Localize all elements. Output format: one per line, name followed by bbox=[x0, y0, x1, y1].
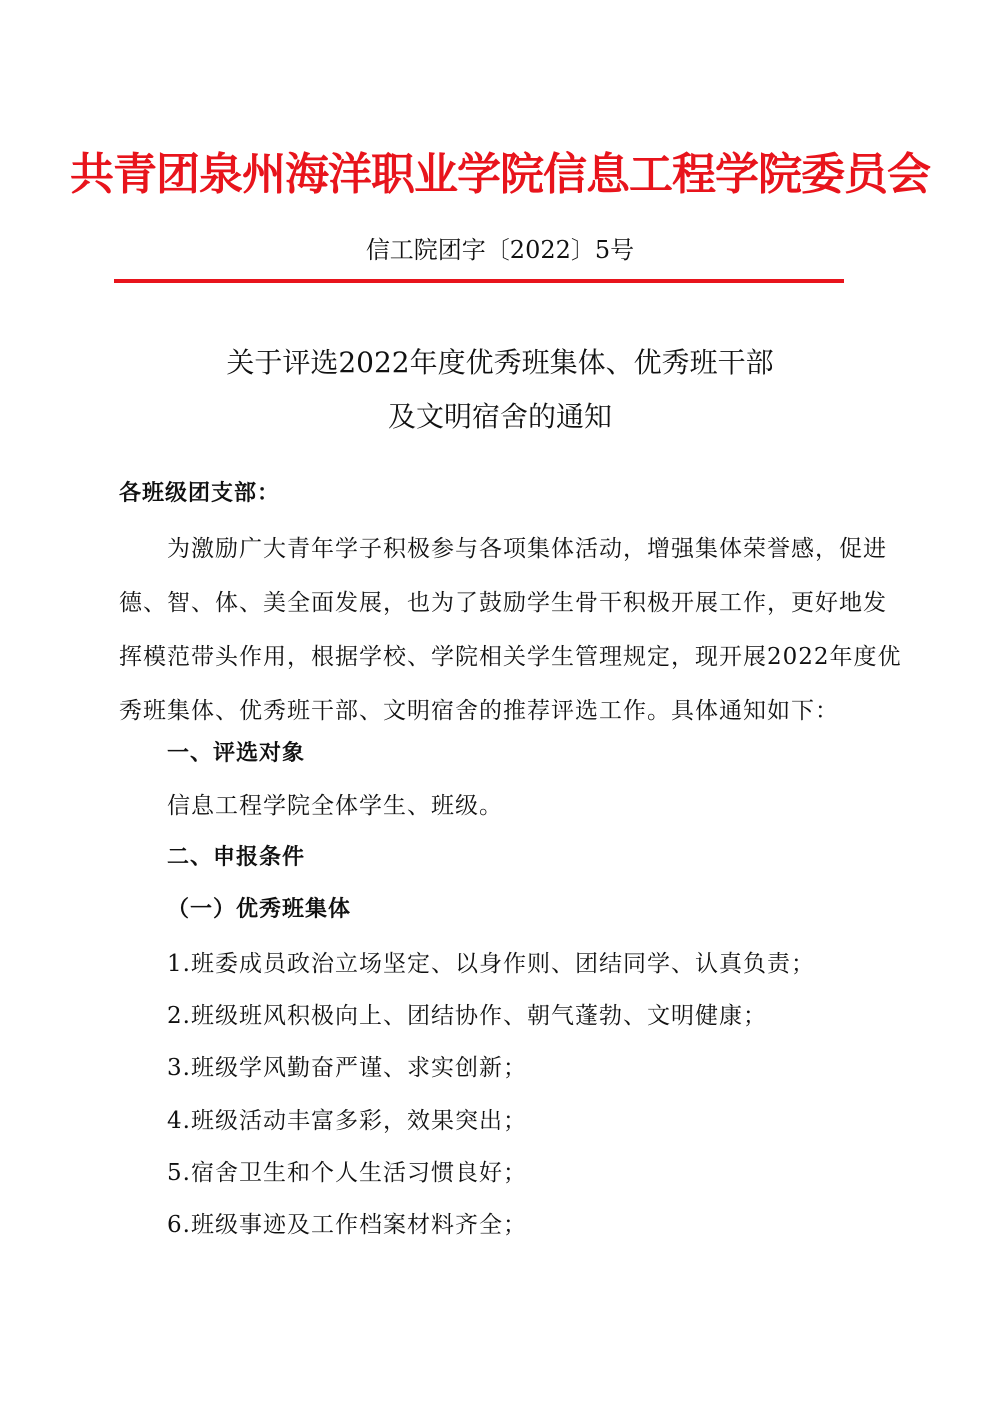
document-number: 信工院团字〔2022〕5号 bbox=[365, 236, 635, 264]
condition-item: 6.班级事迹及工作档案材料齐全； bbox=[167, 1212, 527, 1238]
org-title: 共青团泉州海洋职业学院信息工程学院委员会 bbox=[70, 149, 930, 200]
section-text-selection-scope: 信息工程学院全体学生、班级。 bbox=[167, 793, 503, 819]
intro-line: 为激励广大青年学子积极参与各项集体活动，增强集体荣誉感，促进 bbox=[167, 536, 887, 562]
condition-item: 5.宿舍卫生和个人生活习惯良好； bbox=[167, 1160, 527, 1186]
subsection-heading-excellent-class: （一）优秀班集体 bbox=[167, 897, 352, 922]
red-header-divider bbox=[114, 279, 844, 283]
intro-line: 秀班集体、优秀班干部、文明宿舍的推荐评选工作。具体通知如下： bbox=[119, 698, 839, 724]
section-heading-selection-scope: 一、评选对象 bbox=[167, 741, 306, 766]
condition-item: 4.班级活动丰富多彩，效果突出； bbox=[167, 1108, 527, 1134]
notice-title-line-2: 及文明宿舍的通知 bbox=[387, 400, 612, 433]
intro-line: 德、智、体、美全面发展，也为了鼓励学生骨干积极开展工作，更好地发 bbox=[119, 590, 887, 616]
condition-item: 1.班委成员政治立场坚定、以身作则、团结同学、认真负责； bbox=[167, 951, 815, 977]
notice-title-line-1: 关于评选2022年度优秀班集体、优秀班干部 bbox=[226, 346, 774, 379]
intro-paragraph bbox=[119, 522, 902, 738]
notice-title bbox=[0, 336, 1000, 444]
condition-item: 3.班级学风勤奋严谨、求实创新； bbox=[167, 1055, 527, 1081]
salutation: 各班级团支部： bbox=[119, 481, 281, 506]
condition-item: 2.班级班风积极向上、团结协作、朝气蓬勃、文明健康； bbox=[167, 1003, 767, 1029]
intro-line: 挥模范带头作用，根据学校、学院相关学生管理规定，现开展2022年度优 bbox=[119, 644, 902, 670]
section-heading-application-conditions: 二、申报条件 bbox=[167, 845, 306, 870]
